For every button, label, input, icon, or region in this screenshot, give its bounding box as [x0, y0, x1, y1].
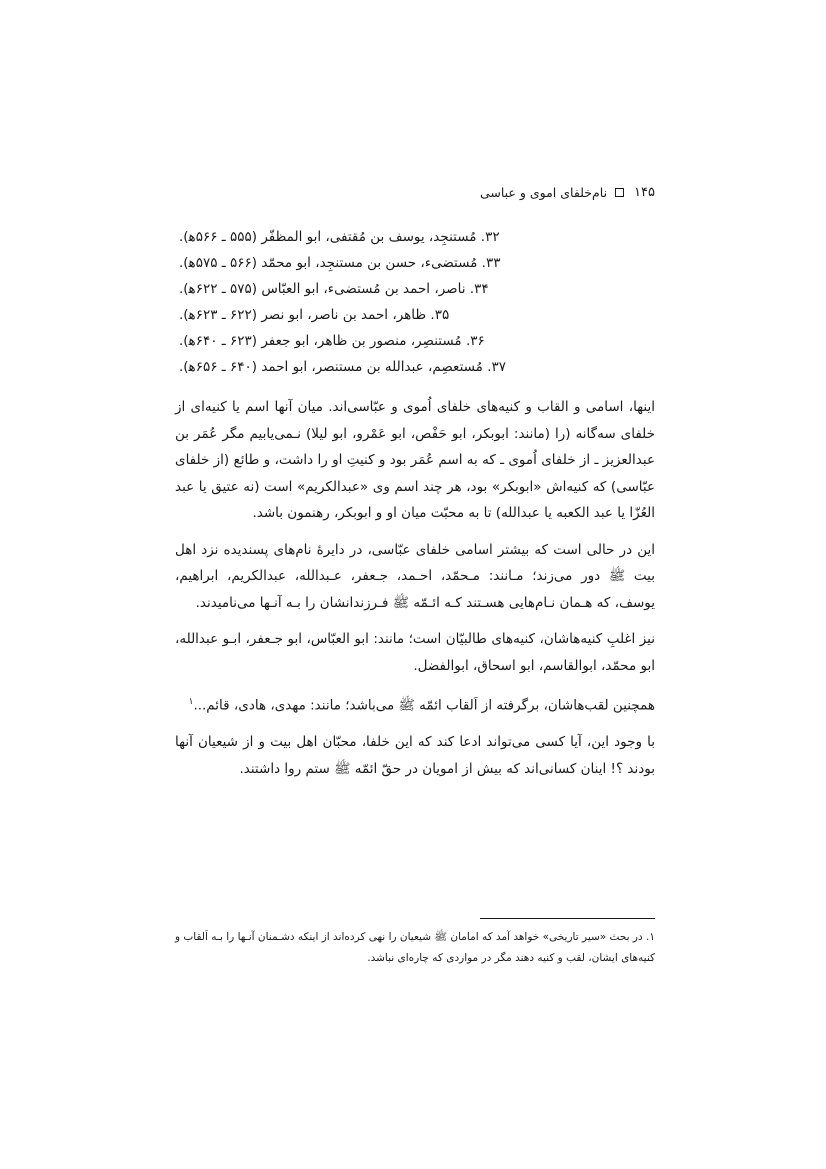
caliph-list — [175, 224, 655, 380]
paragraph-gap — [175, 681, 655, 689]
page-number: ۱۴۵ — [634, 185, 655, 200]
list-item: ۳۲. مُستنجِد، يوسف بن مُقتفی، ابو المظفّر (۵۵۵ ـ ۵۶۶ه‍). — [179, 229, 500, 245]
footnote — [175, 927, 655, 969]
paragraph-4 — [175, 689, 655, 719]
list-item: ۳۵. ظاهر، احمد بن ناصر، ابو نصر (۶۲۲ ـ ۶۲۳ه‍). — [179, 307, 450, 323]
running-head-title: نام‌خلفای اموی و عباسی — [479, 185, 608, 200]
paragraph-gap — [175, 529, 655, 537]
paragraph-3: نیز اغلبِ کنیه‌هاشان، کنیه‌های طالبیّان است؛ مانند: ابو العبّاس، ابو جـعفر، ابـو عبدالله، ابو محمّد، ابوالقاسم، ابو اسحاق، ابوالفضل. — [175, 631, 655, 674]
list-item: ۳۶. مُستنصِر، منصور بن ظاهر، ابو جعفر (۶۲۳ ـ ۶۴۰ه‍). — [179, 333, 485, 349]
square-bullet-icon — [615, 188, 624, 197]
footnote-number: ۱. — [646, 931, 655, 943]
page-content — [175, 185, 655, 964]
list-item: ۳۴. ناصر، احمد بن مُستضیء، ابو العبّاس (۵۷۵ ـ ۶۲۲ه‍). — [179, 281, 489, 297]
paragraph-1: اینها، اسامی و القاب و کنیه‌های خلفای اُموی و عبّاسی‌اند. میان آنها اسم یا کنیه‌ای از خلفای سه‌گانه (را (مانند: ابوبکر، ابو حَفْص، ابو عَمْرو، ابو لیلا) نـمی‌یابیم مگر عُمَر بن عبدالعزیز ـ از خلفای اُموی ـ که به اسم عُمَر بود و کنیتِ او را داشت، و طائع (از خلفای عبّاسی) که کنیه‌اش «ابوبکر» بود، هر چند اسم وی «عبدالکریم» است (نه عتیق یا عبد العُزّا یا عبد الکعبه یا عبدالله) تا به محبّت میان او و ابوبکر، رهنمون باشد. — [175, 399, 655, 521]
footnote-divider — [480, 918, 655, 919]
list-item: ۳۳. مُستضیء، حسن بن مستنجِد، ابو محمّد (۵۶۶ ـ ۵۷۵ه‍). — [179, 255, 501, 271]
paragraph-gap — [175, 721, 655, 729]
list-item: ۳۷. مُستعصِم، عبدالله بن مستنصر، ابو احمد (۶۴۰ ـ ۶۵۶ه‍). — [179, 359, 507, 375]
footnote-text: در بحث «سیر تاریخی» خواهد آمد که امامان ﷺ شیعیان را نهی کرده‌اند از اینکه دشـمنان آنـها را بـه اَلقاب و کنیه‌های ایشان، لقب و کنیه دهند مگر در مواردی که چاره‌ای نباشد. — [175, 931, 655, 964]
footnote-marker: ۱ — [188, 697, 194, 707]
paragraph-5: با وجود این، آیا کسی می‌تواند ادعا کند که این خلفا، محبّان اهل بیت و از شیعیان آنها بودند ؟! اینان کسانی‌اند که بیش از امویان در حقّ ائمّه ﷺ ستم روا داشتند. — [175, 734, 655, 777]
paragraph-2: این در حالی است که بیشتر اسامی خلفای عبّاسی، در دایرۀ نام‌های پسندیده نزد اهل بیت ﷺ دور می‌زند؛ مـانند: مـحمّد، احـمد، جـعفر، عـبدالله، عبدالکریم، ابراهیم، یوسف، که هـمان نـام‌هایی هسـتند کـه ائـمّه ﷺ فـرزندانشان را بـه آنـها می‌نامیدند. — [175, 541, 655, 611]
paragraph-gap — [175, 618, 655, 626]
paragraph-4-text: همچنین لقب‌هاشان، برگرفته از اَلقاب ائمّه ﷺ می‌باشد؛ مانند: مهدی، هادی، قائم... — [193, 697, 655, 714]
running-head — [175, 185, 655, 200]
